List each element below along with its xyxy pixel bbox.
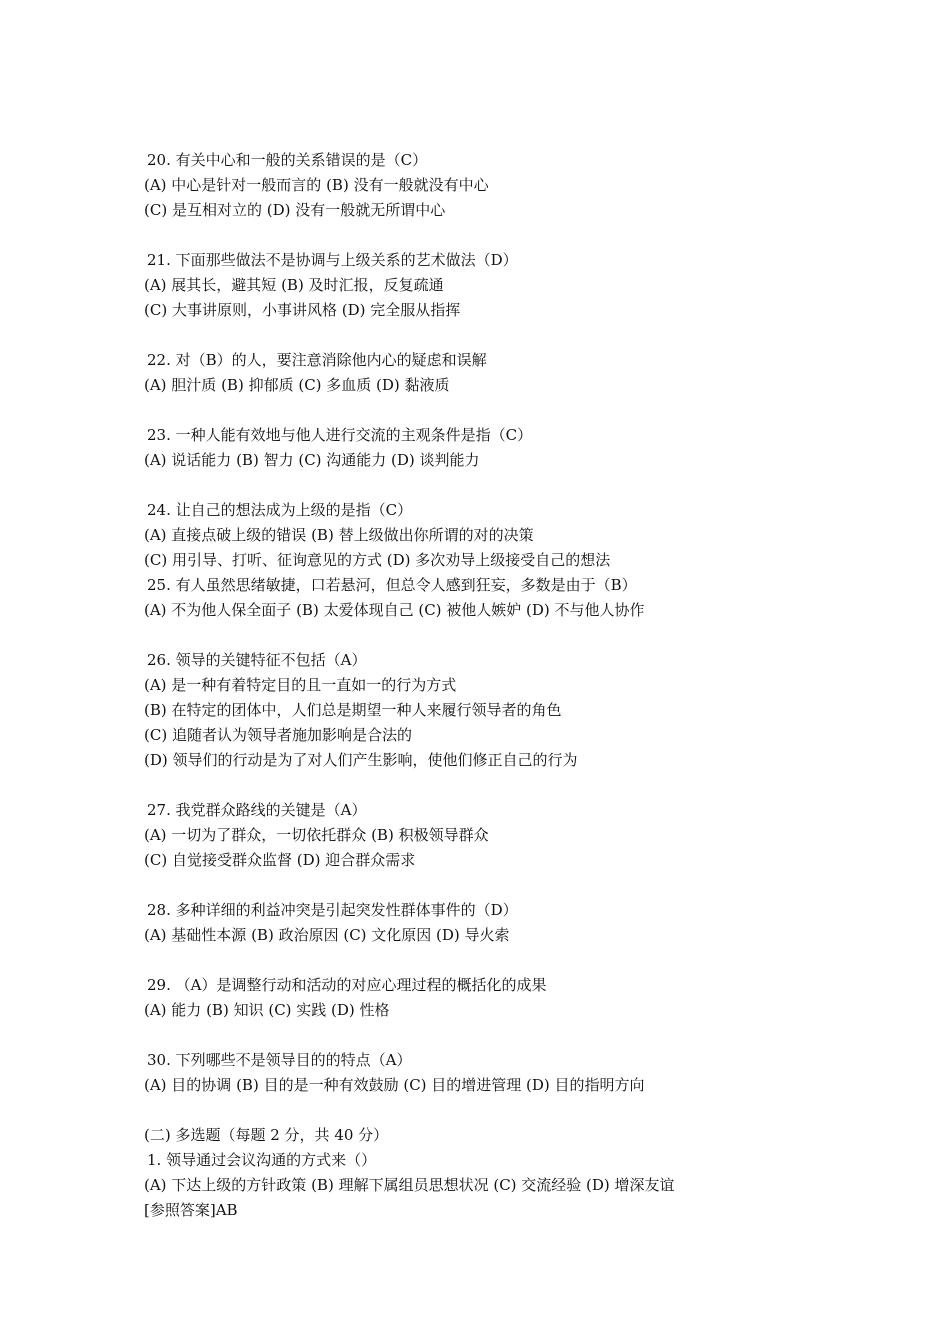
blank-line	[144, 323, 864, 348]
question-line: 25. 有人虽然思绪敏捷，口若悬河，但总令人感到狂妄，多数是由于（B）	[147, 576, 637, 594]
blank-line	[144, 398, 864, 423]
document-body	[144, 148, 864, 1223]
question-line: 21. 下面那些做法不是协调与上级关系的艺术做法（D）	[147, 251, 518, 269]
blank-line	[144, 948, 864, 973]
text-line: [参照答案]AB	[144, 1201, 238, 1219]
blank-line	[144, 873, 864, 898]
text-line: (A) 下达上级的方针政策 (B) 理解下属组员思想状况 (C) 交流经验 (D) 增深友谊	[144, 1176, 675, 1194]
question-line: 29. （A）是调整行动和活动的对应心理过程的概括化的成果	[147, 976, 547, 994]
question-line: 1. 领导通过会议沟通的方式来（）	[147, 1151, 377, 1169]
question-line: 20. 有关中心和一般的关系错误的是（C）	[147, 151, 428, 169]
text-line: (C) 自觉接受群众监督 (D) 迎合群众需求	[144, 851, 416, 869]
question-line: 24. 让自己的想法成为上级的是指（C）	[147, 501, 413, 519]
text-line: (A) 直接点破上级的错误 (B) 替上级做出你所谓的对的决策	[144, 526, 534, 544]
text-line: (A) 目的协调 (B) 目的是一种有效鼓励 (C) 目的增进管理 (D) 目的指明方向	[144, 1076, 645, 1094]
text-line: (C) 是互相对立的 (D) 没有一般就无所谓中心	[144, 201, 446, 219]
question-line: 26. 领导的关键特征不包括（A）	[147, 651, 367, 669]
question-line: 27. 我党群众路线的关键是（A）	[147, 801, 367, 819]
text-line: (C) 用引导、打听、征询意见的方式 (D) 多次劝导上级接受自己的想法	[144, 551, 611, 569]
text-line: (A) 是一种有着特定目的且一直如一的行为方式	[144, 676, 457, 694]
text-line: (A) 一切为了群众，一切依托群众 (B) 积极领导群众	[144, 826, 489, 844]
text-line: (A) 不为他人保全面子 (B) 太爱体现自己 (C) 被他人嫉妒 (D) 不与他人协作	[144, 601, 645, 619]
text-line: (A) 基础性本源 (B) 政治原因 (C) 文化原因 (D) 导火索	[144, 926, 510, 944]
blank-line	[144, 473, 864, 498]
blank-line	[144, 773, 864, 798]
text-line: (C) 大事讲原则，小事讲风格 (D) 完全服从指挥	[144, 301, 461, 319]
blank-line	[144, 623, 864, 648]
text-line: (A) 说话能力 (B) 智力 (C) 沟通能力 (D) 谈判能力	[144, 451, 480, 469]
text-line: (A) 中心是针对一般而言的 (B) 没有一般就没有中心	[144, 176, 489, 194]
text-line: (C) 追随者认为领导者施加影响是合法的	[144, 726, 412, 744]
question-line: 23. 一种人能有效地与他人进行交流的主观条件是指（C）	[147, 426, 533, 444]
text-line: (A) 展其长，避其短 (B) 及时汇报，反复疏通	[144, 276, 444, 294]
question-line: 30. 下列哪些不是领导目的的特点（A）	[147, 1051, 412, 1069]
text-line: (D) 领导们的行动是为了对人们产生影响，使他们修正自己的行为	[144, 751, 578, 769]
blank-line	[144, 1023, 864, 1048]
text-line: (B) 在特定的团体中，人们总是期望一种人来履行领导者的角色	[144, 701, 562, 719]
blank-line	[144, 223, 864, 248]
text-line: (A) 能力 (B) 知识 (C) 实践 (D) 性格	[144, 1001, 390, 1019]
text-line: (A) 胆汁质 (B) 抑郁质 (C) 多血质 (D) 黏液质	[144, 376, 450, 394]
text-line: (二) 多选题（每题 2 分，共 40 分）	[144, 1126, 389, 1144]
question-line: 22. 对（B）的人，要注意消除他内心的疑虑和误解	[147, 351, 487, 369]
question-line: 28. 多种详细的利益冲突是引起突发性群体事件的（D）	[147, 901, 518, 919]
blank-line	[144, 1098, 864, 1123]
